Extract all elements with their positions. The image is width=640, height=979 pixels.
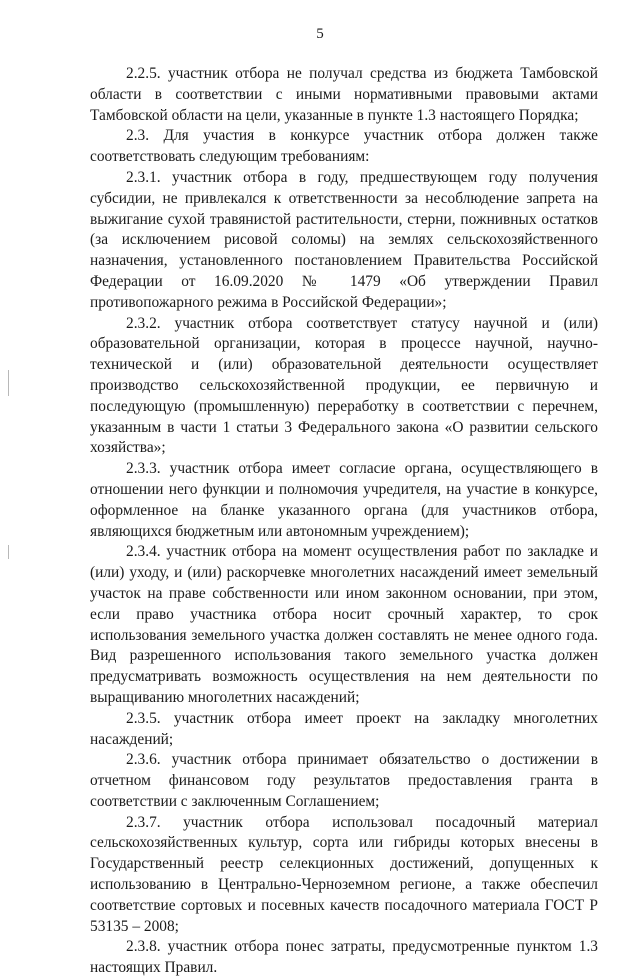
- paragraph-2-3-8: 2.3.8. участник отбора понес затраты, предусмотренные пунктом 1.3 настоящих Правил.: [90, 938, 598, 977]
- paragraph-2-3: 2.3. Для участия в конкурсе участник отбора должен также соответствовать следующим требованиям:: [90, 127, 598, 166]
- paragraph-2-3-4: 2.3.4. участник отбора на момент осуществления работ по закладке и (или) уходу, и (или) раскорчевке многолетних насаждений имеет земельный участок на праве собственности или ином законном основании, при этом, если право участника отбора носит срочный характер, то срок использования земельного участка должен составлять не менее одного года. Вид разрешенного использования такого земельного участка должен предусматривать возможность осуществления на нем деятельности по выращиванию многолетних насаждений;: [90, 543, 598, 706]
- page-number: 5: [316, 26, 324, 42]
- paragraph-2-3-5: 2.3.5. участник отбора имеет проект на закладку многолетних насаждений;: [90, 709, 598, 748]
- paragraph-2-3-6: 2.3.6. участник отбора принимает обязательство о достижении в отчетном финансовом году результатов предоставления гранта в соответствии с заключенным Соглашением;: [90, 751, 598, 810]
- scan-margin-mark: [8, 370, 9, 396]
- document-body: [90, 64, 598, 979]
- paragraph-2-2-5: 2.2.5. участник отбора не получал средства из бюджета Тамбовской области в соответствии с иными нормативными правовыми актами Тамбовской области на цели, указанные в пункте 1.3 настоящего Порядка;: [90, 65, 598, 124]
- paragraph-2-3-3: 2.3.3. участник отбора имеет согласие органа, осуществляющего в отношении него функции и полномочия учредителя, на участие в конкурсе, оформленное на бланке указанного органа (для участников отбора, являющихся бюджетным или автономным учреждением);: [90, 460, 598, 540]
- paragraph-2-3-1: 2.3.1. участник отбора в году, предшествующем году получения субсидии, не привлекался к ответственности за несоблюдение запрета на выжигание сухой травянистой растительности, стерни, пожнивных остатков (за исключением рисовой соломы) на землях сельскохозяйственного назначения, установленного постановлением Правительства Российской Федерации от 16.09.2020 № 1479 «Об утверждении Правил противопожарного режима в Российской Федерации»;: [90, 168, 598, 311]
- paragraph-2-3-2: 2.3.2. участник отбора соответствует статусу научной и (или) образовательной организации, которая в процессе научной, научно-технической и (или) образовательной деятельности осуществляет производство сельскохозяйственной продукции, ее первичную и последующую (промышленную) переработку в соответствии с перечнем, указанным в части 1 статьи 3 Федерального закона «О развитии сельского хозяйства»;: [90, 314, 598, 457]
- scan-margin-mark: [8, 545, 9, 559]
- paragraph-2-3-7: 2.3.7. участник отбора использовал посадочный материал сельскохозяйственных культур, сорта или гибриды которых внесены в Государственный реестр селекционных достижений, допущенных к использованию в Центрально-Черноземном регионе, а также обеспечил соответствие сортовых и посевных качеств посадочного материала ГОСТ Р 53135 – 2008;: [90, 813, 598, 935]
